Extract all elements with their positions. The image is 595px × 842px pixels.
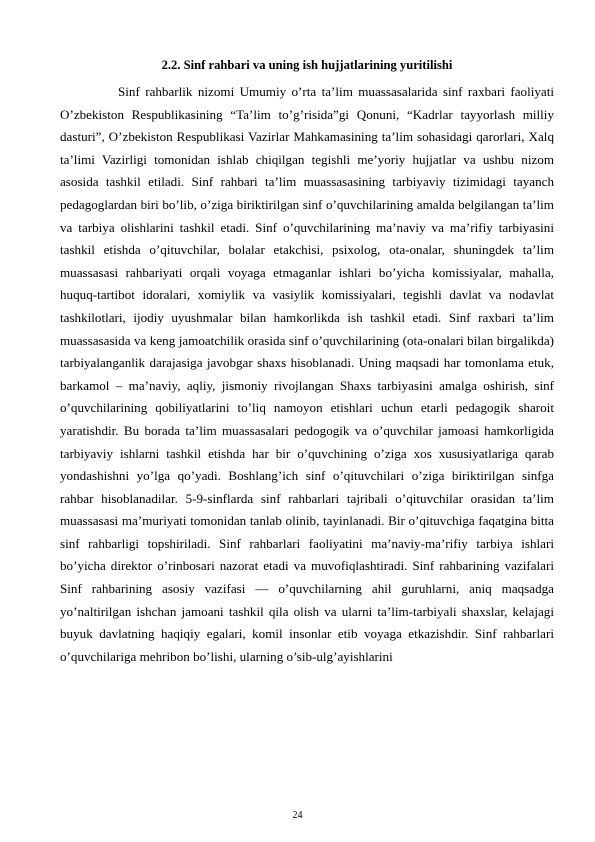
section-heading: 2.2. Sinf rahbari va uning ish hujjatlarining yuritilishi [161, 58, 453, 72]
page-number: 24 [292, 810, 303, 821]
body-paragraph: Sinf rahbarlik nizomi Umumiy o’rta ta’lim muassasalarida sinf raxbari faoliyati O’zbekiston Respublikasining “Ta’lim to’g’risida”gi Qonuni, “Kadrlar tayyorlash milliy dasturi”, O’zbekiston Respublikasi Vazirlar Mahkamasining ta’lim sohasidagi qarorlari, Xalq ta’limi Vazirligi tomonidan ishlab chiqilgan tegishli me’yoriy hujjatlar va ushbu nizom asosida tashkil etiladi. Sinf rahbari ta’lim muassasasining tarbiyaviy tizimidagi tayanch pedagoglardan biri bo’lib, o’ziga biriktirilgan sinf o’quvchilarining amalda belgilangan ta’lim va tarbiya olishlarini tashkil etadi. Sinf o’quvchilarining ma’naviy va ma’rifiy tarbiyasini tashkil etishda o’qituvchilar, bolalar etakchisi, psixolog, ota-onalar, shuningdek ta’lim muassasasi rahbariyati orqali voyaga etmaganlar ishlari bo’yicha komissiyalar, mahalla, huquq-tartibot idoralari, xomiylik va vasiylik komissiyalari, tegishli davlat va nodavlat tashkilotlari, ijodiy uyushmalar bilan hamkorlikda ish tashkil etadi. Sinf raxbari ta’lim muassasasida va keng jamoatchilik orasida sinf o’quvchilarining (ota-onalari bilan birgalikda) tarbiyalanganlik darajasiga javobgar shaxs hisoblanadi. Uning maqsadi har tomonlama etuk, barkamol – ma’naviy, aqliy, jismoniy rivojlangan Shaxs tarbiyasini amalga oshirish, sinf o’quvchilarining qobiliyatlarini to’liq namoyon etishlari uchun etarli pedagogik sharoit yaratishdir. Bu borada ta’lim muassasalari pedogogik va o’quvchilar jamoasi hamkorligida tarbiyaviy ishlarni tashkil etishda har bir o’quvchining o’ziga xos xususiyatlariga qarab yondashishni yo’lga qo’yadi. Boshlang’ich sinf o’qituvchilari o’ziga biriktirilgan sinfga rahbar hisoblanadilar. 5-9-sinflarda sinf rahbarlari tajribali o’qituvchilar orasidan ta’lim muassasasi ma’muriyati tomonidan tanlab olinib, tayinlanadi. Bir o’qituvchiga faqatgina bitta sinf rahbarligi topshiriladi. Sinf rahbarlari faoliyatini ma’naviy-ma’rifiy tarbiya ishlari bo’yicha direktor o’rinbosari nazorat etadi va muvofiqlashtiradi. Sinf rahbarining vazifalari Sinf rahbarining asosiy vazifasi — o’quvchilarning ahil guruhlarni, aniq maqsadga yo’naltirilgan ishchan jamoani tashkil qila olish va ularni ta’lim-tarbiyali shaxslar, kelajagi buyuk davlatning haqiqiy egalari, komil insonlar etib voyaga etkazishdir. Sinf rahbarlari o’quvchilariga mehribon bo’lishi, ularning o’sib-ulg’ayishlarini [60, 84, 554, 664]
